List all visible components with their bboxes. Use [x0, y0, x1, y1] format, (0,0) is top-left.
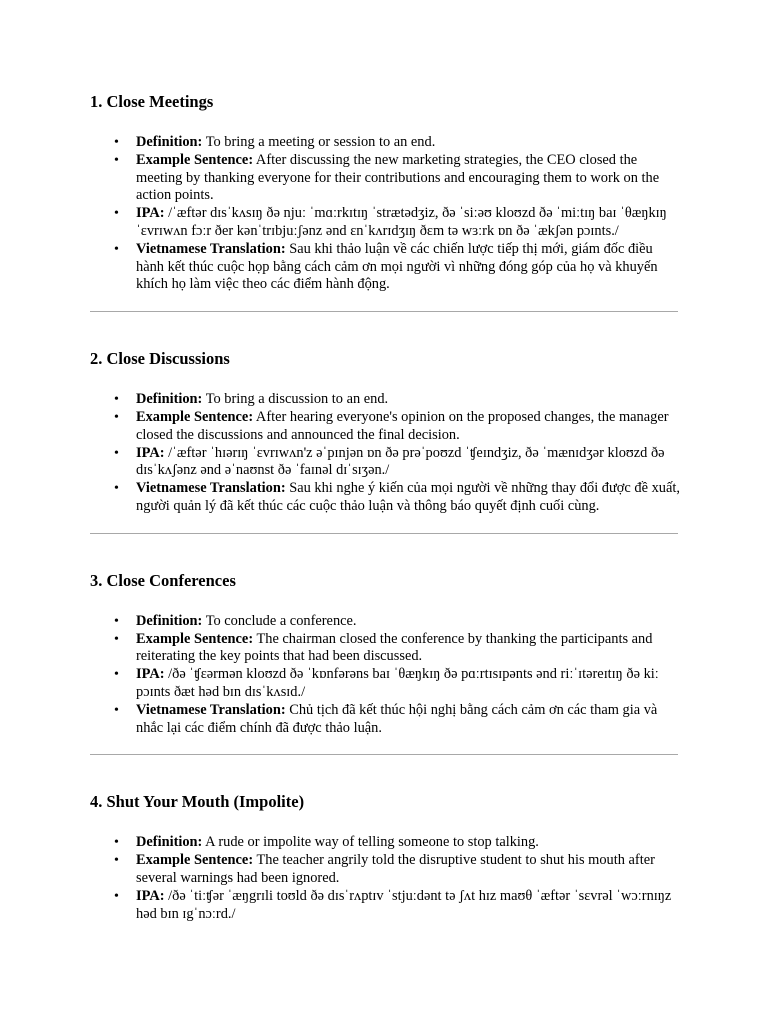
ipa-label: IPA: — [136, 666, 165, 683]
definition-text: A rude or impolite way of telling someone to stop talking. — [205, 834, 539, 851]
example-label: Example Sentence: — [136, 852, 254, 869]
list-item-translation — [136, 241, 680, 294]
translation-label: Vietnamese Translation: — [136, 701, 286, 718]
list-item-example — [136, 409, 680, 445]
definition-text: To bring a meeting or session to an end. — [205, 134, 436, 150]
ipa-text: /ðə ˈtiːʧər ˈæŋgrɪli toʊld ðə dɪsˈrʌptɪv ˈstjuːdənt tə ʃʌt hɪz maʊθ ˈæftər ˈsɛvrəl ˈwɔːrnɪŋz həd bɪn ɪgˈnɔːrd./ — [136, 887, 672, 922]
list-item-translation — [136, 480, 680, 516]
section-shut-your-mouth — [90, 792, 680, 923]
document-page — [90, 92, 680, 923]
definition-label: Definition: — [136, 834, 203, 851]
section-title: 4. Shut Your Mouth (Impolite) — [90, 792, 305, 812]
translation-text: Sau khi thảo luận về các chiến lược tiếp thị mới, giám đốc điều hành kết thúc cuộc họp bằng cách cảm ơn mọi người vì những đóng góp của họ và khuyến khích họ làm việc theo các điểm hành động. — [136, 240, 658, 293]
example-text: After discussing the new marketing strategies, the CEO closed the meeting by thanking everyone for their contributions and encouraging them to work on the action points. — [136, 151, 660, 204]
example-text: The chairman closed the conference by thanking the participants and reiterating the key points that had been discussed. — [136, 630, 653, 665]
list-item-translation — [136, 702, 680, 738]
example-label: Example Sentence: — [136, 630, 254, 647]
definition-text: To conclude a conference. — [205, 612, 357, 629]
list-item-ipa — [136, 445, 680, 481]
ipa-text: /ˈæftər ˈhɪərɪŋ ˈɛvrɪwʌn'z əˈpɪnjən ɒn ðə prəˈpoʊzd ˈʧeɪndʒiz, ðə ˈmænɪdʒər kloʊzd ðə dɪsˈkʌʃənz ənd əˈnaʊnst ðə ˈfaɪnəl dɪˈsɪʒən./ — [136, 444, 665, 479]
list-item-definition — [136, 391, 680, 409]
list-item-definition — [136, 834, 680, 852]
entry-list — [90, 613, 680, 738]
entry-list — [90, 834, 680, 923]
section-title: 1. Close Meetings — [90, 92, 214, 111]
list-item-ipa — [136, 205, 680, 241]
section-close-conferences — [90, 571, 680, 738]
list-item-definition — [136, 613, 680, 631]
ipa-label: IPA: — [136, 205, 165, 222]
ipa-label: IPA: — [136, 887, 165, 904]
example-label: Example Sentence: — [136, 408, 254, 425]
section-title: 3. Close Conferences — [90, 570, 236, 590]
translation-text: Sau khi nghe ý kiến của mọi người về những thay đổi được đề xuất, người quản lý đã kết thúc các cuộc thảo luận và thông báo quyết định cuối cùng. — [136, 480, 680, 514]
list-item-ipa — [136, 888, 680, 924]
list-item-example — [136, 152, 680, 205]
list-item-ipa — [136, 666, 680, 702]
definition-text: To bring a discussion to an end. — [205, 391, 389, 408]
entry-list — [90, 391, 680, 516]
example-label: Example Sentence: — [136, 151, 254, 168]
entry-list — [90, 134, 680, 294]
list-item-example — [136, 852, 680, 888]
section-close-discussions — [90, 349, 680, 516]
section-close-meetings — [90, 92, 680, 294]
example-text: The teacher angrily told the disruptive student to shut his mouth after several warnings had been ignored. — [136, 852, 655, 886]
ipa-text: /ˈæftər dɪsˈkʌsɪŋ ðə njuː ˈmɑːrkɪtɪŋ ˈstrætədʒiz, ðə ˈsiːəʊ kloʊzd ðə ˈmiːtɪŋ baɪ ˈθæŋkɪŋ ˈɛvrɪwʌn fɔːr ðer kənˈtrɪbjuːʃənz ənd ɛnˈkʌrɪdʒɪŋ ðɛm tə wɜːrk ɒn ðə ˈækʃən pɔɪnts./ — [136, 205, 667, 239]
ipa-text: /ðə ˈʧɛərmən kloʊzd ðə ˈkɒnfərəns baɪ ˈθæŋkɪŋ ðə pɑːrtɪsɪpənts ənd riːˈɪtəreɪtɪŋ ðə kiː pɔɪnts ðæt həd bɪn dɪsˈkʌsɪd./ — [136, 666, 659, 700]
list-item-example — [136, 631, 680, 667]
section-title: 2. Close Discussions — [90, 349, 230, 369]
ipa-label: IPA: — [136, 444, 165, 461]
translation-label: Vietnamese Translation: — [136, 240, 286, 257]
translation-label: Vietnamese Translation: — [136, 480, 286, 497]
list-item-definition — [136, 134, 680, 152]
definition-label: Definition: — [136, 612, 203, 629]
translation-text: Chủ tịch đã kết thúc hội nghị bằng cách cảm ơn các tham gia và nhắc lại các điểm chính đã được thảo luận. — [136, 701, 658, 736]
example-text: After hearing everyone's opinion on the proposed changes, the manager closed the discussions and announced the final decision. — [136, 408, 669, 443]
definition-label: Definition: — [136, 391, 203, 408]
definition-label: Definition: — [136, 134, 203, 150]
